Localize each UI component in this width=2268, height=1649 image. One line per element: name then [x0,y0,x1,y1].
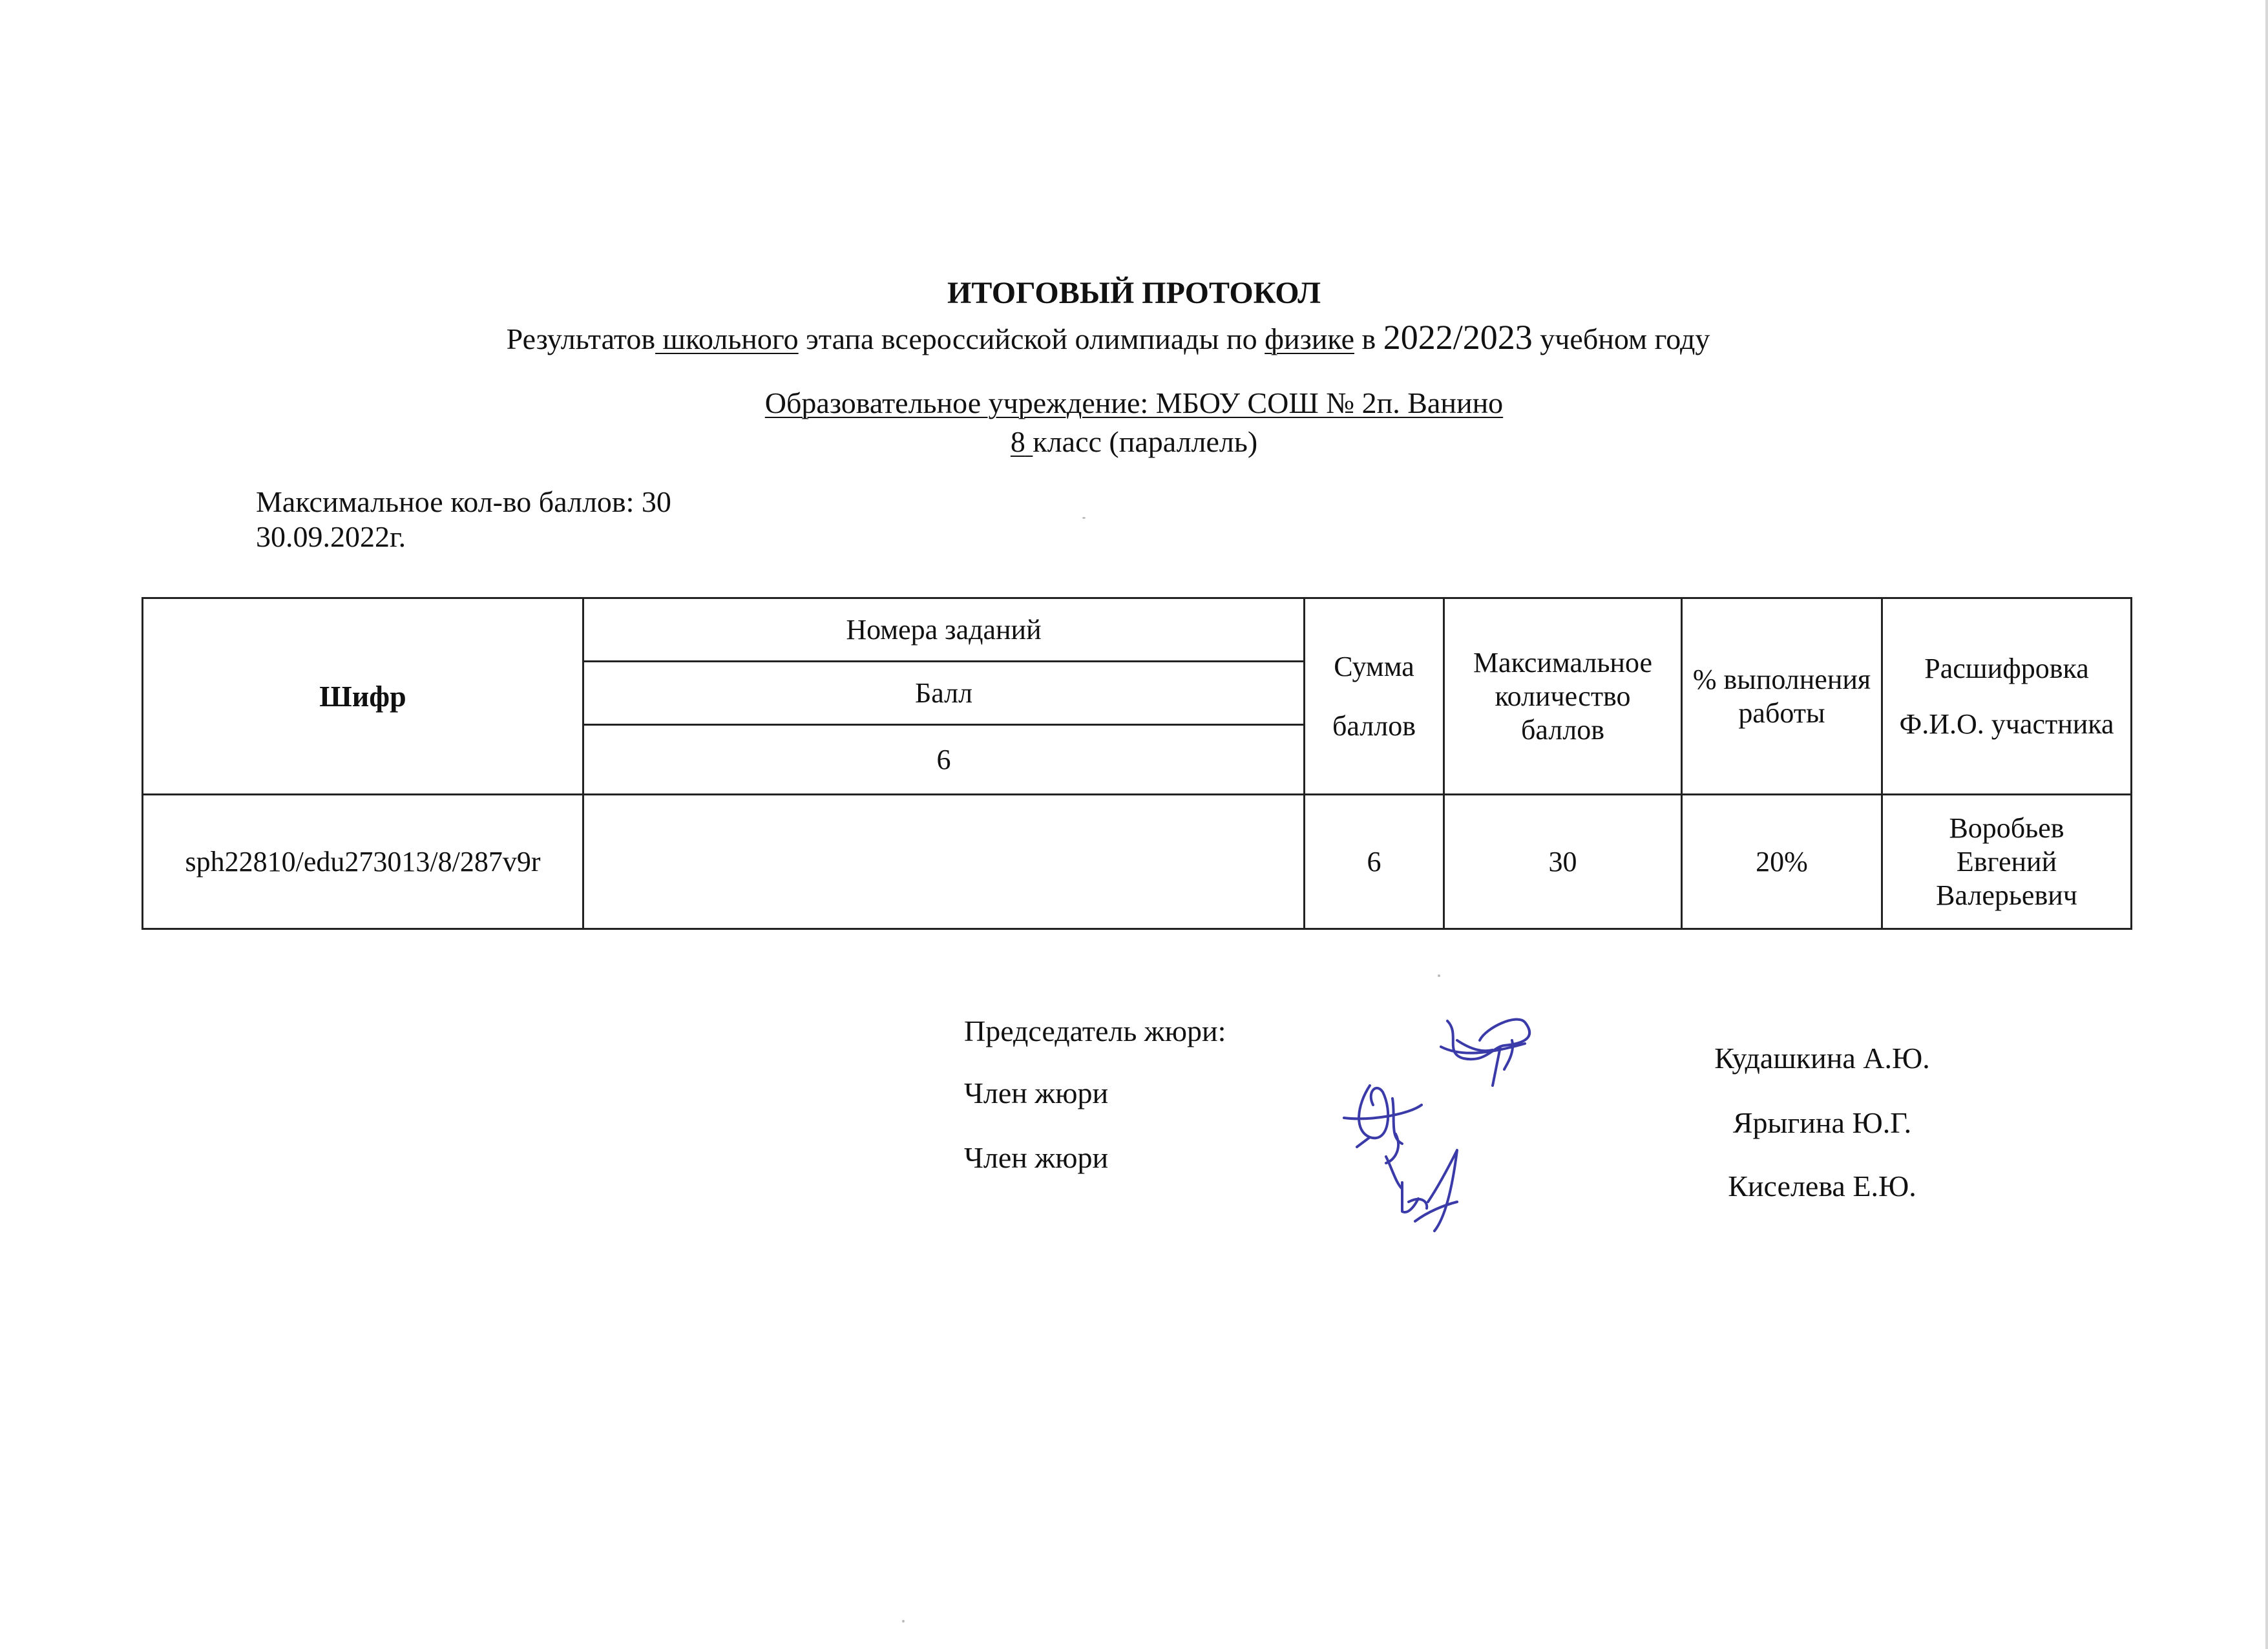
header-row-1 [143,598,2132,662]
header-code: Шифр [143,598,583,795]
grade-line [0,423,2268,461]
signature-member-2 [1386,1150,1457,1231]
signature-member-1 [1344,1086,1422,1163]
header-decoding-label: Расшифровка [1924,652,2089,684]
grade-suffix: класс (параллель) [1033,425,1258,458]
header-score: Балл [583,662,1305,725]
document-title: ИТОГОВЫЙ ПРОТОКОЛ [947,276,1321,310]
cell-percent: 20% [1682,795,1882,929]
subtitle-part-3: в [1361,322,1376,355]
jury-role-chair: Председатель жюри: [964,1014,1226,1047]
header-task-numbers: Номера заданий [583,598,1305,662]
header-decoding [1882,598,2132,795]
scan-speck [902,1620,905,1623]
fio-surname: Воробьев [1949,812,2064,844]
date-line: 30.09.2022г. [256,520,406,553]
cell-fio [1882,795,2132,929]
cell-max: 30 [1444,795,1682,929]
results-table [142,597,2132,930]
grade-number: 8 [1010,425,1025,458]
scan-speck [1082,517,1086,519]
jury-name-chair: Кудашкина А.Ю. [1714,1042,1930,1075]
header-percent: % выполнения работы [1682,598,1882,795]
subtitle-part-1: Результатов [506,322,656,355]
max-points-line: Максимальное кол-во баллов: 30 [256,485,671,518]
cell-sum: 6 [1305,795,1444,929]
table-row [143,795,2132,929]
jury-role-member-1: Член жюри [964,1077,1109,1109]
jury-name-member-1: Ярыгина Ю.Г. [1732,1106,1912,1139]
header-fio-label: Ф.И.О. участника [1899,708,2114,740]
organization-name: Образовательное учреждение: МБОУ СОШ № 2п. Ванино [764,386,1504,419]
scan-speck [1438,974,1440,977]
subtitle-part-2: этапа всероссийской олимпиады по [806,322,1257,355]
cell-task-scores [583,795,1305,929]
jury-signatures [1331,1008,1564,1254]
subtitle-year: 2022/2023 [1383,318,1533,357]
header-max: Максимальное количество баллов [1444,598,1682,795]
jury-role-member-2: Член жюри [964,1141,1109,1174]
subtitle-part-4: учебном году [1540,322,1710,355]
header-task-score-value: 6 [583,725,1305,795]
cell-code: sph22810/edu273013/8/287v9r [143,795,583,929]
fio-name: Евгений [1956,845,2057,877]
document-subtitle [0,318,2242,359]
fio-patronymic: Валерьевич [1936,879,2077,911]
page-edge [2265,0,2268,1649]
subtitle-stage: школьного [662,322,799,355]
subtitle-subject: физике [1265,322,1355,355]
signature-chair [1441,1020,1529,1086]
organization-line [0,384,2268,423]
header-sum: Сумма баллов [1305,598,1444,795]
jury-name-member-2: Киселева Е.Ю. [1728,1170,1916,1203]
